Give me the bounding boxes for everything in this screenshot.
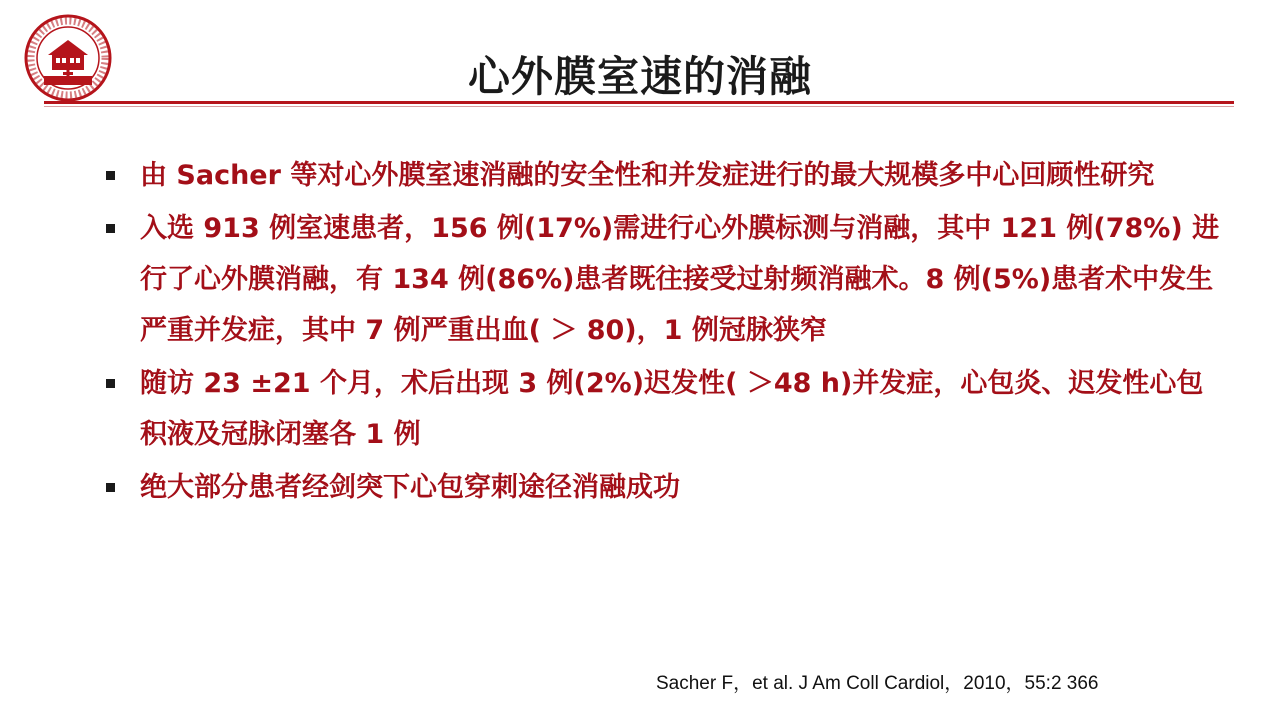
page-title: 心外膜室速的消融: [467, 52, 812, 101]
bullet-text: 随访 23 ±21 个月，术后出现 3 例(2%)迟发性( ＞48 h)并发症，心包炎、迟发性心包积液及冠脉闭塞各 1 例: [140, 368, 1204, 450]
citation: Sacher F，et al. J Am Coll Cardiol，2010，55:2 366: [656, 673, 1099, 694]
bullet-item: [100, 203, 1220, 356]
square-bullet-icon: [106, 171, 115, 180]
square-bullet-icon: [106, 224, 115, 233]
bullet-item: [100, 358, 1220, 460]
bullet-text: 入选 913 例室速患者，156 例(17%)需进行心外膜标测与消融，其中 121 例(78%) 进行了心外膜消融，有 134 例(86%)患者既往接受过射频消融术。8 例(5%)患者术中发生严重并发症，其中 7 例严重出血( ＞ 80)，1 例冠脉狭窄: [140, 213, 1220, 346]
square-bullet-icon: [106, 379, 115, 388]
bullet-text: 由 Sacher 等对心外膜室速消融的安全性和并发症进行的最大规模多中心回顾性研究: [140, 160, 1155, 191]
title-divider: [44, 101, 1234, 104]
square-bullet-icon: [106, 483, 115, 492]
title-divider-thin: [44, 106, 1234, 107]
bullet-list: [100, 150, 1220, 515]
bullet-text: 绝大部分患者经剑突下心包穿刺途径消融成功: [140, 472, 680, 503]
bullet-item: [100, 150, 1220, 201]
bullet-item: [100, 462, 1220, 513]
